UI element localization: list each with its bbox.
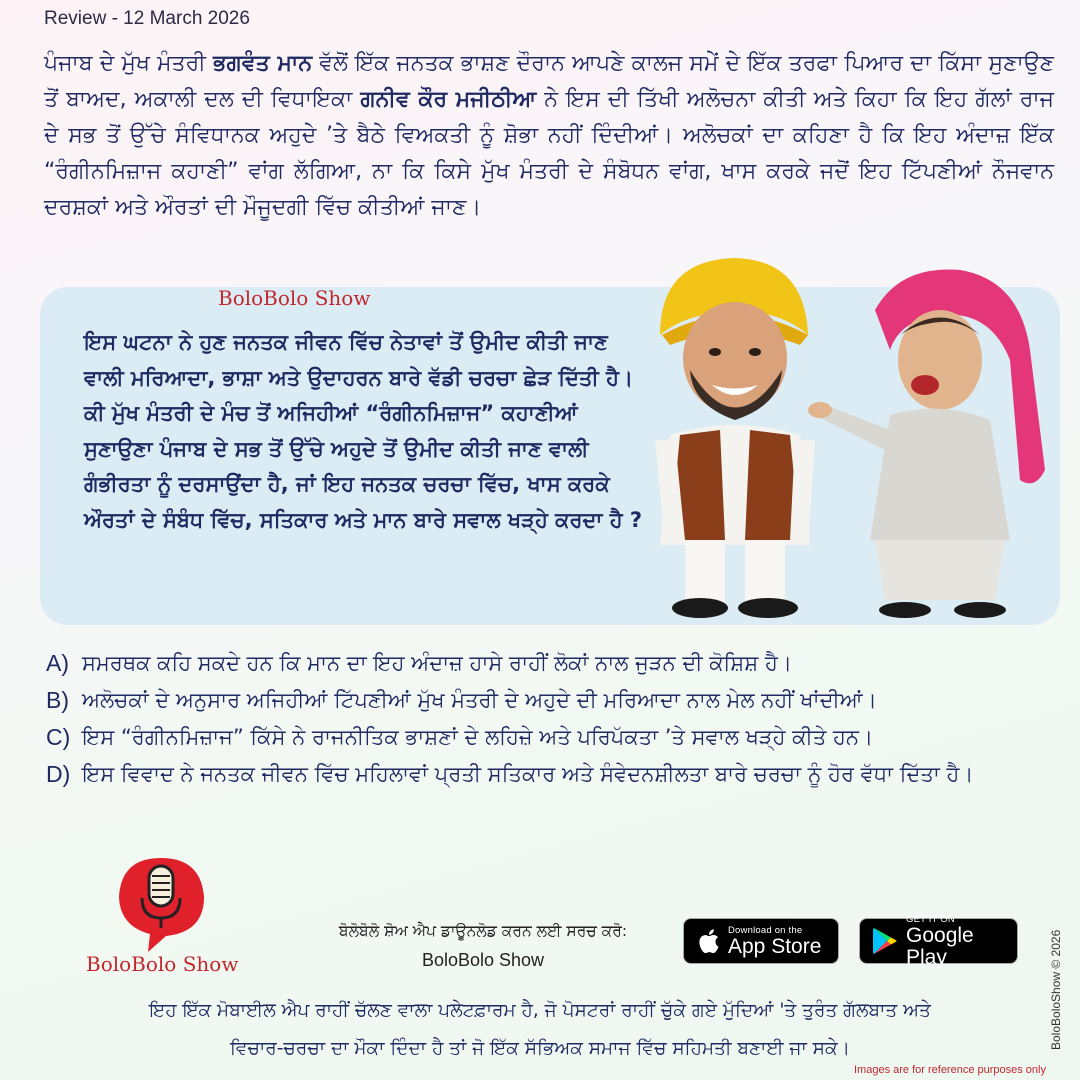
search-app-name: BoloBolo Show — [421, 950, 545, 970]
option-c[interactable] — [46, 722, 1056, 753]
logo-wordmark: BoloBolo Show — [86, 952, 239, 976]
search-instruction: ਬੋਲੋਬੋਲੋ ਸ਼ੋਅ ਐਪ ਡਾਊਨਲੋਡ ਕਰਨ ਲਈ ਸਰਚ ਕਰੋ: — [338, 922, 628, 940]
apple-icon — [696, 927, 720, 955]
copyright-text: BoloBoloShow © 2026 — [1049, 929, 1063, 1050]
option-a-text: ਸਮਰਥਕ ਕਹਿ ਸਕਦੇ ਹਨ ਕਿ ਮਾਨ ਦਾ ਇਹ ਅੰਦਾਜ਼ ਹਾਸੇ ਰਾਹੀਂ ਲੋਕਾਂ ਨਾਲ ਜੁੜਨ ਦੀ ਕੋਸ਼ਿਸ਼ ਹੈ। — [82, 651, 793, 675]
option-b[interactable] — [46, 685, 1056, 716]
google-play-big-text: Google Play — [906, 923, 974, 969]
panel-brand-label: BoloBolo Show — [218, 286, 371, 310]
google-play-button[interactable] — [859, 913, 1018, 969]
man-figure — [655, 258, 815, 618]
app-store-button[interactable] — [683, 918, 839, 964]
app-store-small-text: Download on the — [728, 924, 803, 936]
review-date: Review - 12 March 2026 — [44, 8, 250, 29]
mla-name: ਗਨੀਵ ਕੌਰ ਮਜੀਠੀਆ — [360, 87, 537, 112]
google-play-small-text: GET IT ON — [906, 913, 955, 925]
option-d-letter: D) — [46, 761, 71, 787]
intro-text-3: ਨੇ ਇਸ ਦੀ ਤਿੱਖੀ ਅਲੋਚਨਾ ਕੀਤੀ ਅਤੇ ਕਿਹਾ ਕਿ ਇਹ ਗੱਲਾਂ ਰਾਜ ਦੇ ਸਭ ਤੋਂ ਉੱਚੇ ਸੰਵਿਧਾਨਕ ਅਹੁਦੇ ’ਤੇ ਬੈਠੇ ਵਿਅਕਤੀ ਨੂੰ ਸ਼ੋਭਾ ਨਹੀਂ ਦਿੰਦੀਆਂ। ਅਲੋਚਕਾਂ ਦਾ ਕਹਿਣਾ ਹੈ ਕਿ ਇਹ ਅੰਦਾਜ਼ ਇੱਕ “ਰੰਗੀਨਮਿਜ਼ਾਜ ਕਹਾਣੀ” ਵਾਂਗ ਲੱਗਿਆ, ਨਾ ਕਿ ਕਿਸੇ ਮੁੱਖ ਮੰਤਰੀ ਦੇ ਸੰਬੋਧਨ ਵਾਂਗ, ਖਾਸ ਕਰਕੇ ਜਦੋਂ ਇਹ ਟਿੱਪਣੀਆਂ ਨੌਜਵਾਨ ਦਰਸ਼ਕਾਂ ਅਤੇ ਔਰਤਾਂ ਦੀ ਮੌਜੂਦਗੀ ਵਿੱਚ ਕੀਤੀਆਂ ਜਾਣ। — [44, 87, 1054, 220]
cm-name: ਭਗਵੰਤ ਮਾਨ — [213, 51, 313, 76]
footer-line-1: ਇਹ ਇੱਕ ਮੋਬਾਈਲ ਐਪ ਰਾਹੀਂ ਚੱਲਣ ਵਾਲਾ ਪਲੇਟਫ਼ਾਰਮ ਹੈ, ਜੋ ਪੋਸਟਰਾਂ ਰਾਹੀਂ ਚੁੱਕੇ ਗਏ ਮੁੱਦਿਆਂ 'ਤੇ ਤੁਰੰਤ ਗੱਲਬਾਤ ਅਤੇ — [149, 1000, 931, 1021]
answer-options — [46, 648, 1056, 796]
cartoon-illustration — [640, 240, 1070, 635]
option-c-text: ਇਸ “ਰੰਗੀਨਮਿਜ਼ਾਜ” ਕਿੱਸੇ ਨੇ ਰਾਜਨੀਤਿਕ ਭਾਸ਼ਣਾਂ ਦੇ ਲਹਿਜ਼ੇ ਅਤੇ ਪਰਿਪੱਕਤਾ ’ਤੇ ਸਵਾਲ ਖੜ੍ਹੇ ਕੀਤੇ ਹਨ। — [82, 725, 874, 749]
option-b-text: ਅਲੋਚਕਾਂ ਦੇ ਅਨੁਸਾਰ ਅਜਿਹੀਆਂ ਟਿੱਪਣੀਆਂ ਮੁੱਖ ਮੰਤਰੀ ਦੇ ਅਹੁਦੇ ਦੀ ਮਰਿਆਦਾ ਨਾਲ ਮੇਲ ਨਹੀਂ ਖਾਂਦੀਆਂ। — [82, 688, 877, 712]
woman-figure — [808, 270, 1045, 619]
option-a-letter: A) — [46, 650, 69, 676]
footer-line-2: ਵਿਚਾਰ-ਚਰਚਾ ਦਾ ਮੌਕਾ ਦਿੰਦਾ ਹੈ ਤਾਂ ਜੋ ਇੱਕ ਸੱਭਿਅਕ ਸਮਾਜ ਵਿੱਚ ਸਹਿਮਤੀ ਬਣਾਈ ਜਾ ਸਕੇ। — [229, 1038, 851, 1059]
option-d[interactable] — [46, 759, 1056, 790]
intro-text-2: ਵੱਲੋਂ ਇੱਕ ਜਨਤਕ ਭਾਸ਼ਣ ਦੌਰਾਨ ਆਪਣੇ ਕਾਲਜ ਸਮੇਂ ਦੇ ਇੱਕ ਤਰਫਾ ਪਿਆਰ ਦਾ ਕਿੱਸਾ ਸੁਣਾਉਣ ਤੋਂ ਬਾਅਦ, ਅਕਾਲੀ ਦਲ ਦੀ ਵਿਧਾਇਕਾ — [44, 51, 1054, 112]
app-store-big-text: App Store — [728, 934, 822, 958]
option-a[interactable] — [46, 648, 1056, 679]
intro-text-1: ਪੰਜਾਬ ਦੇ ਮੁੱਖ ਮੰਤਰੀ — [44, 51, 214, 76]
footer-description — [60, 992, 1020, 1068]
google-play-icon — [872, 927, 898, 955]
intro-paragraph — [44, 46, 1054, 226]
question-text: ਇਸ ਘਟਨਾ ਨੇ ਹੁਣ ਜਨਤਕ ਜੀਵਨ ਵਿੱਚ ਨੇਤਾਵਾਂ ਤੋਂ ਉਮੀਦ ਕੀਤੀ ਜਾਣ ਵਾਲੀ ਮਰਿਆਦਾ, ਭਾਸ਼ਾ ਅਤੇ ਉਦਾਹਰਨ ਬਾਰੇ ਵੱਡੀ ਚਰਚਾ ਛੇੜ ਦਿੱਤੀ ਹੈ। ਕੀ ਮੁੱਖ ਮੰਤਰੀ ਦੇ ਮੰਚ ਤੋਂ ਅਜਿਹੀਆਂ “ਰੰਗੀਨਮਿਜ਼ਾਜ” ਕਹਾਣੀਆਂ ਸੁਣਾਉਣਾ ਪੰਜਾਬ ਦੇ ਸਭ ਤੋਂ ਉੱਚੇ ਅਹੁਦੇ ਤੋਂ ਉਮੀਦ ਕੀਤੀ ਜਾਣ ਵਾਲੀ ਗੰਭੀਰਤਾ ਨੂੰ ਦਰਸਾਉਂਦਾ ਹੈ, ਜਾਂ ਇਹ ਜਨਤਕ ਚਰਚਾ ਵਿੱਚ, ਖਾਸ ਕਰਕੇ ਔਰਤਾਂ ਦੇ ਸੰਬੰਧ ਵਿੱਚ, ਸਤਿਕਾਰ ਅਤੇ ਮਾਨ ਬਾਰੇ ਸਵਾਲ ਖੜ੍ਹੇ ਕਰਦਾ ਹੈ ? — [84, 330, 643, 532]
option-b-letter: B) — [46, 687, 69, 713]
image-disclaimer: Images are for reference purposes only — [854, 1064, 1046, 1076]
option-c-letter: C) — [46, 724, 71, 750]
option-d-text: ਇਸ ਵਿਵਾਦ ਨੇ ਜਨਤਕ ਜੀਵਨ ਵਿੱਚ ਮਹਿਲਾਵਾਂ ਪ੍ਰਤੀ ਸਤਿਕਾਰ ਅਤੇ ਸੰਵੇਦਨਸ਼ੀਲਤਾ ਬਾਰੇ ਚਰਚਾ ਨੂੰ ਹੋਰ ਵੱਧਾ ਦਿੱਤਾ ਹੈ। — [82, 762, 974, 786]
